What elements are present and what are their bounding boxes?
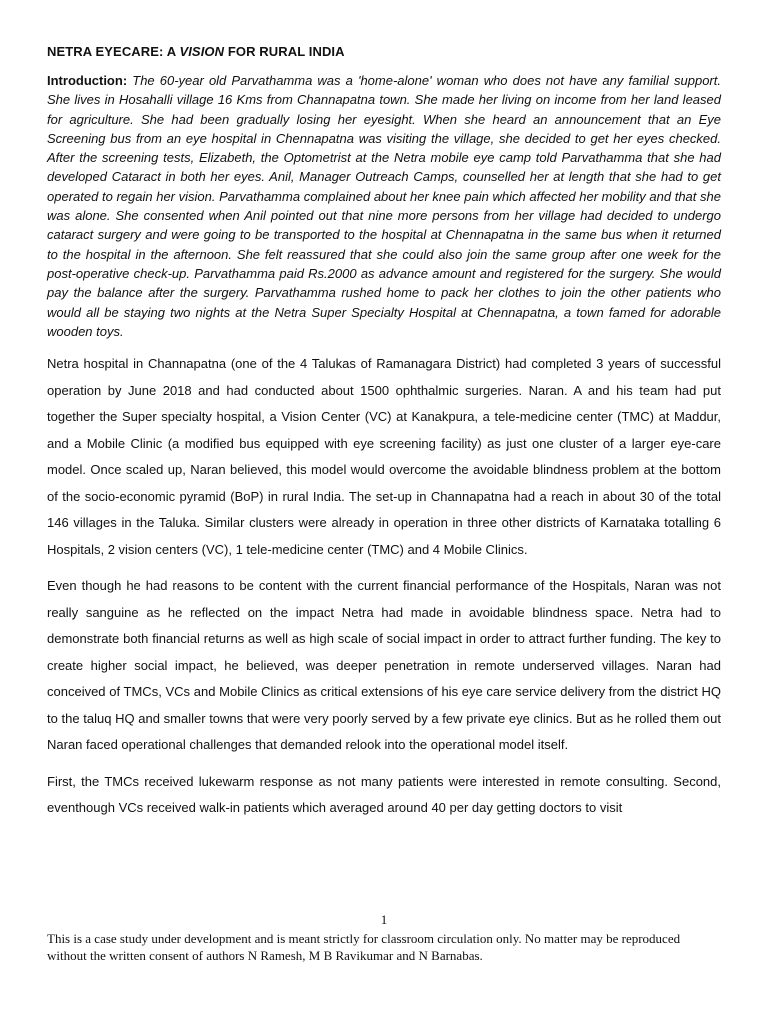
title-part-1: NETRA EYECARE: A — [47, 44, 180, 59]
body-paragraph-2: Even though he had reasons to be content with the current financial performance of the Hospitals, Naran was not really sanguine as he reflected on the impact Netra had made in avoidable blindness space. Netra had to demonstrate both financial returns as well as high scale of social impact in order to attract further funding. The key to create higher social impact, he believed, was deeper penetration in remote underserved villages. Naran had conceived of TMCs, VCs and Mobile Clinics as critical extensions of his eye care service delivery from the district HQ to the taluq HQ and smaller towns that were very poorly served by a few private eye clinics. But as he rolled them out Naran faced operational challenges that demanded relook into the operational model itself. — [47, 578, 721, 753]
intro-lead: Introduction: — [47, 73, 128, 88]
body-paragraph-1: Netra hospital in Channapatna (one of the 4 Talukas of Ramanagara District) had completed 3 years of successful operation by June 2018 and had conducted about 1500 ophthalmic surgeries. Naran. A and his team had put together the Super specialty hospital, a Vision Center (VC) at Kanakpura, a tele-medicine center (TMC) at Maddur, and a Mobile Clinic (a modified bus equipped with eye screening facility) as just one cluster of a larger eye-care model. Once scaled up, Naran believed, this model would overcome the avoidable blindness problem at the bottom of the socio-economic pyramid (BoP) in rural India. The set-up in Channapatna had a reach in about 30 of the total 146 villages in the Taluka. Similar clusters were already in operation in three other districts of Karnataka totalling 6 Hospitals, 2 vision centers (VC), 1 tele-medicine center (TMC) and 4 Mobile Clinics. — [47, 356, 721, 557]
footer-note: This is a case study under development and is meant strictly for classroom circulation only. No matter may be reproduced without the written consent of authors N Ramesh, M B Ravikumar and N Barnabas. — [47, 931, 681, 963]
document-title — [47, 44, 721, 59]
page-footer — [47, 912, 721, 964]
body-paragraph-3: First, the TMCs received lukewarm response as not many patients were interested in remote consulting. Second, eventhough VCs received walk-in patients which averaged around 40 per day getting doctors to visit — [47, 773, 721, 816]
intro-paragraph — [47, 71, 721, 341]
title-emphasis: VISION — [179, 44, 225, 59]
page-number: 1 — [380, 912, 388, 927]
intro-text: The 60-year old Parvathamma was a 'home-alone' woman who does not have any familial support. She lives in Hosahalli village 16 Kms from Channapatna town. She made her living on income from her land leased for agriculture. She had been gradually losing her eyesight. When she heard an announcement that an Eye Screening bus from an eye hospital in Chennapatna was visiting the village, she decided to get her eyes checked. After the screening tests, Elizabeth, the Optometrist at the Netra mobile eye camp told Parvathamma that she had developed Cataract in both her eyes. Anil, Manager Outreach Camps, counselled her at length that she had to get operated to regain her vision. Parvathamma complained about her knee pain which affected her mobility and that she was alone. She consented when Anil pointed out that nine more persons from her village had decided to undergo cataract surgery and were going to be transported to the hospital at Chennapatna in the same bus when it returned to the hospital in the afternoon. She felt reassured that she could also join the same group after one week for the post-operative check-up. Parvathamma paid Rs.2000 as advance amount and registered for the surgery. She would pay the balance after the surgery. Parvathamma rushed home to pack her clothes to join the other patients who would all be staying two nights at the Netra Super Specialty Hospital at Chennapatna, a town famed for adorable wooden toys. — [47, 73, 721, 339]
document-page — [47, 40, 721, 832]
title-part-2: FOR RURAL INDIA — [224, 44, 345, 59]
